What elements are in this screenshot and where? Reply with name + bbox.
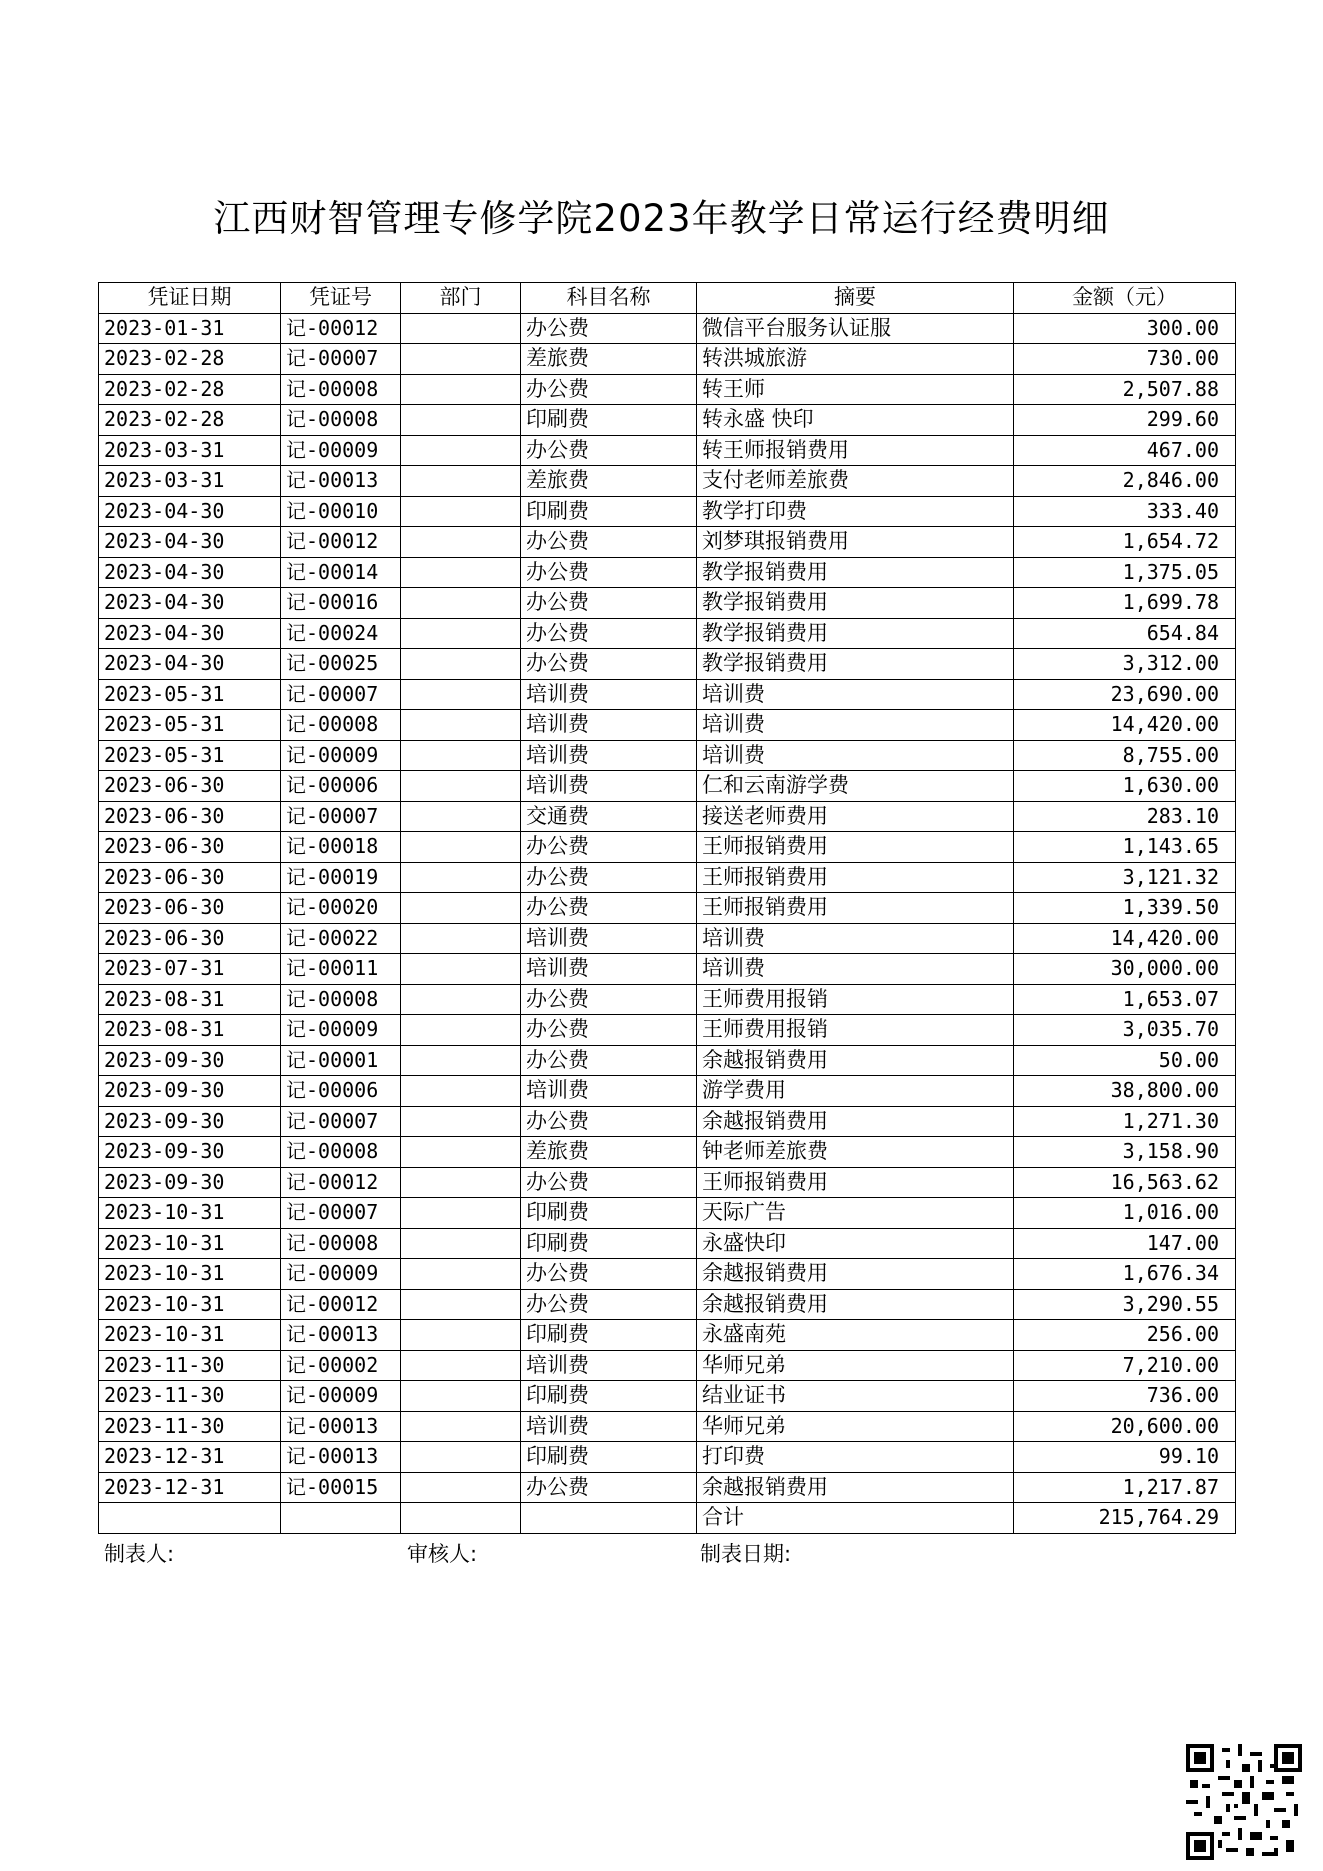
cell-voucher: 记-00022 — [281, 923, 401, 954]
cell-amount: 467.00 — [1014, 435, 1236, 466]
cell-category: 印刷费 — [521, 1198, 697, 1229]
cell-dept — [401, 527, 521, 558]
cell-voucher: 记-00013 — [281, 1442, 401, 1473]
cell-summary: 余越报销费用 — [697, 1289, 1014, 1320]
table-row — [99, 1472, 1236, 1503]
table-row — [99, 313, 1236, 344]
cell-dept — [401, 1442, 521, 1473]
cell-voucher: 记-00008 — [281, 1137, 401, 1168]
table-row — [99, 862, 1236, 893]
table-row — [99, 1198, 1236, 1229]
cell-voucher: 记-00013 — [281, 466, 401, 497]
cell-amount: 14,420.00 — [1014, 923, 1236, 954]
cell-amount: 256.00 — [1014, 1320, 1236, 1351]
cell-summary: 转王师报销费用 — [697, 435, 1014, 466]
reviewer-label: 审核人: — [407, 1542, 478, 1566]
cell-amount: 3,312.00 — [1014, 649, 1236, 680]
table-row — [99, 1045, 1236, 1076]
cell-summary: 华师兄弟 — [697, 1411, 1014, 1442]
cell-summary: 转王师 — [697, 374, 1014, 405]
cell-voucher: 记-00024 — [281, 618, 401, 649]
cell-voucher: 记-00009 — [281, 1381, 401, 1412]
table-header-row — [99, 283, 1236, 314]
cell-voucher: 记-00008 — [281, 984, 401, 1015]
cell-amount: 1,143.65 — [1014, 832, 1236, 863]
cell-category: 印刷费 — [521, 1320, 697, 1351]
cell-category: 办公费 — [521, 588, 697, 619]
cell-amount: 654.84 — [1014, 618, 1236, 649]
cell-amount: 16,563.62 — [1014, 1167, 1236, 1198]
cell-amount: 50.00 — [1014, 1045, 1236, 1076]
cell-summary: 王师报销费用 — [697, 893, 1014, 924]
cell-category: 办公费 — [521, 1106, 697, 1137]
cell-category: 办公费 — [521, 1289, 697, 1320]
cell-category: 交通费 — [521, 801, 697, 832]
col-header-amount: 金额（元） — [1014, 283, 1236, 314]
table-row — [99, 679, 1236, 710]
cell-amount: 3,035.70 — [1014, 1015, 1236, 1046]
cell-summary: 余越报销费用 — [697, 1259, 1014, 1290]
cell-amount: 3,158.90 — [1014, 1137, 1236, 1168]
cell-summary: 永盛南苑 — [697, 1320, 1014, 1351]
cell-category: 印刷费 — [521, 1228, 697, 1259]
cell-amount: 38,800.00 — [1014, 1076, 1236, 1107]
cell-voucher: 记-00007 — [281, 801, 401, 832]
cell-amount: 1,653.07 — [1014, 984, 1236, 1015]
total-empty-cell — [521, 1503, 697, 1534]
cell-date: 2023-08-31 — [99, 984, 281, 1015]
cell-dept — [401, 1198, 521, 1229]
cell-voucher: 记-00019 — [281, 862, 401, 893]
cell-date: 2023-10-31 — [99, 1228, 281, 1259]
cell-date: 2023-05-31 — [99, 679, 281, 710]
cell-category: 办公费 — [521, 1259, 697, 1290]
cell-dept — [401, 1076, 521, 1107]
cell-amount: 1,676.34 — [1014, 1259, 1236, 1290]
cell-voucher: 记-00018 — [281, 832, 401, 863]
cell-dept — [401, 344, 521, 375]
cell-date: 2023-02-28 — [99, 344, 281, 375]
table-row — [99, 374, 1236, 405]
cell-amount: 30,000.00 — [1014, 954, 1236, 985]
cell-date: 2023-06-30 — [99, 771, 281, 802]
cell-voucher: 记-00009 — [281, 1259, 401, 1290]
table-row — [99, 801, 1236, 832]
cell-dept — [401, 374, 521, 405]
table-row — [99, 1320, 1236, 1351]
cell-amount: 2,507.88 — [1014, 374, 1236, 405]
cell-dept — [401, 1289, 521, 1320]
cell-amount: 3,121.32 — [1014, 862, 1236, 893]
table-row — [99, 1015, 1236, 1046]
cell-amount: 1,339.50 — [1014, 893, 1236, 924]
cell-dept — [401, 1259, 521, 1290]
cell-date: 2023-11-30 — [99, 1411, 281, 1442]
table-row — [99, 1411, 1236, 1442]
cell-amount: 147.00 — [1014, 1228, 1236, 1259]
cell-dept — [401, 1228, 521, 1259]
cell-summary: 打印费 — [697, 1442, 1014, 1473]
cell-voucher: 记-00014 — [281, 557, 401, 588]
cell-category: 办公费 — [521, 893, 697, 924]
cell-summary: 王师报销费用 — [697, 1167, 1014, 1198]
table-row — [99, 954, 1236, 985]
cell-summary: 培训费 — [697, 923, 1014, 954]
cell-voucher: 记-00013 — [281, 1411, 401, 1442]
cell-category: 印刷费 — [521, 1442, 697, 1473]
cell-voucher: 记-00002 — [281, 1350, 401, 1381]
cell-date: 2023-06-30 — [99, 862, 281, 893]
cell-voucher: 记-00007 — [281, 679, 401, 710]
cell-date: 2023-02-28 — [99, 374, 281, 405]
cell-date: 2023-12-31 — [99, 1472, 281, 1503]
cell-category: 办公费 — [521, 435, 697, 466]
cell-category: 办公费 — [521, 1015, 697, 1046]
cell-amount: 7,210.00 — [1014, 1350, 1236, 1381]
cell-dept — [401, 405, 521, 436]
cell-summary: 王师报销费用 — [697, 862, 1014, 893]
cell-date: 2023-09-30 — [99, 1106, 281, 1137]
cell-summary: 结业证书 — [697, 1381, 1014, 1412]
cell-category: 培训费 — [521, 954, 697, 985]
cell-voucher: 记-00006 — [281, 771, 401, 802]
table-row — [99, 923, 1236, 954]
report-date-label: 制表日期: — [700, 1542, 792, 1566]
cell-summary: 转洪城旅游 — [697, 344, 1014, 375]
expense-table — [98, 282, 1236, 1534]
cell-voucher: 记-00012 — [281, 1167, 401, 1198]
cell-date: 2023-10-31 — [99, 1198, 281, 1229]
cell-category: 培训费 — [521, 1350, 697, 1381]
cell-summary: 刘梦琪报销费用 — [697, 527, 1014, 558]
cell-dept — [401, 771, 521, 802]
total-label: 合计 — [697, 1503, 1014, 1534]
document-title: 江西财智管理专修学院2023年教学日常运行经费明细 — [213, 197, 1110, 240]
cell-dept — [401, 649, 521, 680]
cell-date: 2023-11-30 — [99, 1350, 281, 1381]
cell-date: 2023-09-30 — [99, 1167, 281, 1198]
cell-date: 2023-04-30 — [99, 557, 281, 588]
cell-date: 2023-09-30 — [99, 1137, 281, 1168]
cell-category: 印刷费 — [521, 405, 697, 436]
cell-dept — [401, 435, 521, 466]
cell-category: 培训费 — [521, 679, 697, 710]
cell-date: 2023-11-30 — [99, 1381, 281, 1412]
cell-dept — [401, 740, 521, 771]
table-row — [99, 1442, 1236, 1473]
cell-date: 2023-03-31 — [99, 435, 281, 466]
cell-category: 办公费 — [521, 557, 697, 588]
cell-voucher: 记-00006 — [281, 1076, 401, 1107]
cell-voucher: 记-00007 — [281, 1198, 401, 1229]
cell-amount: 1,630.00 — [1014, 771, 1236, 802]
cell-date: 2023-04-30 — [99, 496, 281, 527]
table-row — [99, 344, 1236, 375]
cell-dept — [401, 954, 521, 985]
cell-voucher: 记-00012 — [281, 1289, 401, 1320]
col-header-dept: 部门 — [401, 283, 521, 314]
cell-summary: 余越报销费用 — [697, 1045, 1014, 1076]
cell-category: 办公费 — [521, 862, 697, 893]
cell-date: 2023-04-30 — [99, 618, 281, 649]
cell-date: 2023-10-31 — [99, 1289, 281, 1320]
table-row — [99, 710, 1236, 741]
table-row — [99, 496, 1236, 527]
cell-amount: 2,846.00 — [1014, 466, 1236, 497]
cell-date: 2023-06-30 — [99, 893, 281, 924]
cell-voucher: 记-00012 — [281, 313, 401, 344]
col-header-date: 凭证日期 — [99, 283, 281, 314]
cell-voucher: 记-00008 — [281, 710, 401, 741]
cell-amount: 1,654.72 — [1014, 527, 1236, 558]
cell-category: 印刷费 — [521, 1381, 697, 1412]
cell-dept — [401, 588, 521, 619]
cell-dept — [401, 1472, 521, 1503]
cell-voucher: 记-00009 — [281, 1015, 401, 1046]
cell-voucher: 记-00008 — [281, 374, 401, 405]
cell-voucher: 记-00009 — [281, 740, 401, 771]
total-empty-cell — [281, 1503, 401, 1534]
cell-dept — [401, 496, 521, 527]
cell-category: 办公费 — [521, 527, 697, 558]
cell-category: 差旅费 — [521, 344, 697, 375]
cell-dept — [401, 1350, 521, 1381]
cell-amount: 1,016.00 — [1014, 1198, 1236, 1229]
table-row — [99, 588, 1236, 619]
cell-dept — [401, 984, 521, 1015]
cell-dept — [401, 710, 521, 741]
cell-category: 办公费 — [521, 1472, 697, 1503]
table-row — [99, 771, 1236, 802]
cell-category: 培训费 — [521, 923, 697, 954]
cell-date: 2023-06-30 — [99, 801, 281, 832]
table-row — [99, 893, 1236, 924]
cell-summary: 转永盛 快印 — [697, 405, 1014, 436]
cell-amount: 1,699.78 — [1014, 588, 1236, 619]
cell-summary: 接送老师费用 — [697, 801, 1014, 832]
cell-dept — [401, 1045, 521, 1076]
table-row — [99, 1228, 1236, 1259]
cell-date: 2023-10-31 — [99, 1320, 281, 1351]
cell-dept — [401, 1411, 521, 1442]
cell-dept — [401, 1167, 521, 1198]
cell-amount: 3,290.55 — [1014, 1289, 1236, 1320]
cell-amount: 99.10 — [1014, 1442, 1236, 1473]
cell-dept — [401, 923, 521, 954]
cell-date: 2023-12-31 — [99, 1442, 281, 1473]
cell-summary: 钟老师差旅费 — [697, 1137, 1014, 1168]
cell-dept — [401, 832, 521, 863]
table-row — [99, 984, 1236, 1015]
cell-summary: 仁和云南游学费 — [697, 771, 1014, 802]
cell-voucher: 记-00001 — [281, 1045, 401, 1076]
cell-date: 2023-09-30 — [99, 1076, 281, 1107]
table-row — [99, 527, 1236, 558]
cell-summary: 余越报销费用 — [697, 1106, 1014, 1137]
cell-amount: 1,375.05 — [1014, 557, 1236, 588]
total-empty-cell — [401, 1503, 521, 1534]
cell-category: 办公费 — [521, 1167, 697, 1198]
table-row — [99, 557, 1236, 588]
cell-category: 差旅费 — [521, 466, 697, 497]
cell-category: 印刷费 — [521, 496, 697, 527]
cell-amount: 300.00 — [1014, 313, 1236, 344]
table-row — [99, 1167, 1236, 1198]
table-row — [99, 649, 1236, 680]
cell-category: 差旅费 — [521, 1137, 697, 1168]
cell-summary: 王师报销费用 — [697, 832, 1014, 863]
table-row — [99, 832, 1236, 863]
table-body — [99, 313, 1236, 1503]
table-row — [99, 435, 1236, 466]
cell-voucher: 记-00016 — [281, 588, 401, 619]
cell-amount: 23,690.00 — [1014, 679, 1236, 710]
cell-dept — [401, 618, 521, 649]
cell-amount: 1,271.30 — [1014, 1106, 1236, 1137]
table-row — [99, 740, 1236, 771]
cell-date: 2023-05-31 — [99, 740, 281, 771]
cell-summary: 天际广告 — [697, 1198, 1014, 1229]
cell-summary: 支付老师差旅费 — [697, 466, 1014, 497]
col-header-voucher: 凭证号 — [281, 283, 401, 314]
cell-dept — [401, 313, 521, 344]
cell-summary: 余越报销费用 — [697, 1472, 1014, 1503]
table-row — [99, 1381, 1236, 1412]
preparer-label: 制表人: — [104, 1542, 175, 1566]
cell-date: 2023-07-31 — [99, 954, 281, 985]
cell-dept — [401, 679, 521, 710]
cell-voucher: 记-00013 — [281, 1320, 401, 1351]
cell-voucher: 记-00008 — [281, 405, 401, 436]
cell-category: 办公费 — [521, 618, 697, 649]
cell-category: 培训费 — [521, 710, 697, 741]
cell-date: 2023-02-28 — [99, 405, 281, 436]
table-row — [99, 1289, 1236, 1320]
cell-category: 培训费 — [521, 1076, 697, 1107]
cell-voucher: 记-00009 — [281, 435, 401, 466]
cell-date: 2023-06-30 — [99, 923, 281, 954]
cell-date: 2023-03-31 — [99, 466, 281, 497]
cell-summary: 王师费用报销 — [697, 1015, 1014, 1046]
cell-dept — [401, 893, 521, 924]
cell-category: 培训费 — [521, 1411, 697, 1442]
cell-category: 办公费 — [521, 374, 697, 405]
cell-category: 办公费 — [521, 984, 697, 1015]
cell-dept — [401, 1015, 521, 1046]
cell-dept — [401, 1137, 521, 1168]
table-row — [99, 1106, 1236, 1137]
cell-summary: 教学报销费用 — [697, 649, 1014, 680]
cell-amount: 20,600.00 — [1014, 1411, 1236, 1442]
cell-amount: 8,755.00 — [1014, 740, 1236, 771]
cell-summary: 培训费 — [697, 740, 1014, 771]
cell-date: 2023-08-31 — [99, 1015, 281, 1046]
cell-voucher: 记-00012 — [281, 527, 401, 558]
cell-summary: 教学报销费用 — [697, 557, 1014, 588]
cell-dept — [401, 801, 521, 832]
cell-dept — [401, 466, 521, 497]
cell-summary: 永盛快印 — [697, 1228, 1014, 1259]
cell-voucher: 记-00010 — [281, 496, 401, 527]
cell-summary: 教学打印费 — [697, 496, 1014, 527]
cell-date: 2023-04-30 — [99, 588, 281, 619]
cell-amount: 14,420.00 — [1014, 710, 1236, 741]
cell-summary: 培训费 — [697, 679, 1014, 710]
qr-code-icon — [1186, 1744, 1302, 1860]
cell-dept — [401, 862, 521, 893]
table-row — [99, 1076, 1236, 1107]
cell-summary: 培训费 — [697, 954, 1014, 985]
cell-summary: 教学报销费用 — [697, 588, 1014, 619]
col-header-category: 科目名称 — [521, 283, 697, 314]
cell-summary: 培训费 — [697, 710, 1014, 741]
cell-category: 培训费 — [521, 771, 697, 802]
table-row — [99, 618, 1236, 649]
cell-dept — [401, 1106, 521, 1137]
table-row — [99, 466, 1236, 497]
table-row — [99, 1350, 1236, 1381]
total-empty-cell — [99, 1503, 281, 1534]
cell-amount: 283.10 — [1014, 801, 1236, 832]
cell-amount: 299.60 — [1014, 405, 1236, 436]
cell-category: 办公费 — [521, 313, 697, 344]
cell-dept — [401, 557, 521, 588]
cell-date: 2023-04-30 — [99, 527, 281, 558]
cell-voucher: 记-00020 — [281, 893, 401, 924]
cell-date: 2023-04-30 — [99, 649, 281, 680]
cell-summary: 华师兄弟 — [697, 1350, 1014, 1381]
cell-category: 办公费 — [521, 649, 697, 680]
total-row — [99, 1503, 1236, 1534]
cell-amount: 730.00 — [1014, 344, 1236, 375]
cell-amount: 736.00 — [1014, 1381, 1236, 1412]
cell-voucher: 记-00015 — [281, 1472, 401, 1503]
cell-date: 2023-09-30 — [99, 1045, 281, 1076]
table-row — [99, 1259, 1236, 1290]
cell-voucher: 记-00008 — [281, 1228, 401, 1259]
cell-dept — [401, 1381, 521, 1412]
cell-date: 2023-01-31 — [99, 313, 281, 344]
cell-voucher: 记-00007 — [281, 1106, 401, 1137]
cell-date: 2023-06-30 — [99, 832, 281, 863]
cell-category: 办公费 — [521, 832, 697, 863]
cell-amount: 1,217.87 — [1014, 1472, 1236, 1503]
cell-category: 办公费 — [521, 1045, 697, 1076]
cell-date: 2023-05-31 — [99, 710, 281, 741]
table-row — [99, 405, 1236, 436]
table-row — [99, 1137, 1236, 1168]
cell-date: 2023-10-31 — [99, 1259, 281, 1290]
cell-summary: 王师费用报销 — [697, 984, 1014, 1015]
cell-voucher: 记-00007 — [281, 344, 401, 375]
cell-voucher: 记-00011 — [281, 954, 401, 985]
cell-category: 培训费 — [521, 740, 697, 771]
cell-voucher: 记-00025 — [281, 649, 401, 680]
cell-summary: 游学费用 — [697, 1076, 1014, 1107]
cell-summary: 微信平台服务认证服 — [697, 313, 1014, 344]
cell-summary: 教学报销费用 — [697, 618, 1014, 649]
cell-amount: 333.40 — [1014, 496, 1236, 527]
col-header-summary: 摘要 — [697, 283, 1014, 314]
total-amount: 215,764.29 — [1014, 1503, 1236, 1534]
cell-dept — [401, 1320, 521, 1351]
